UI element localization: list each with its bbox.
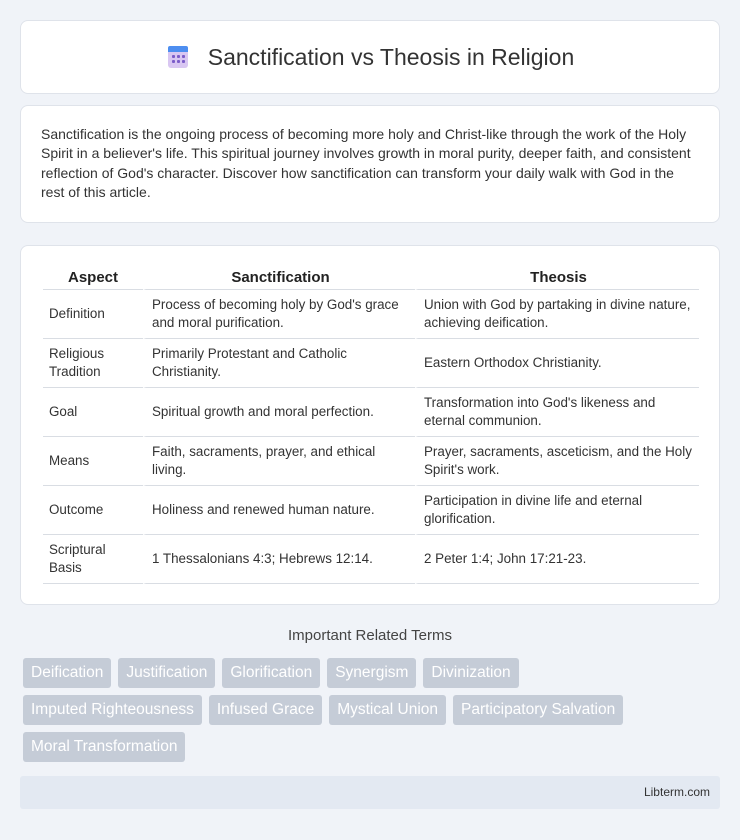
cell-sanctification: 1 Thessalonians 4:3; Hebrews 12:14.: [143, 535, 415, 584]
comparison-table: [43, 266, 699, 584]
tag-row: [23, 695, 723, 725]
cell-sanctification: Spiritual growth and moral perfection.: [143, 388, 415, 437]
cell-theosis: Eastern Orthodox Christianity.: [415, 339, 699, 388]
cell-sanctification: Faith, sacraments, prayer, and ethical living.: [143, 437, 415, 486]
footer-site-link[interactable]: Libterm.com: [643, 785, 710, 799]
cell-aspect: Outcome: [43, 486, 143, 535]
tag-imputed-righteousness[interactable]: Imputed Righteousness: [23, 695, 202, 725]
cell-sanctification: Holiness and renewed human nature.: [143, 486, 415, 535]
cell-aspect: Scriptural Basis: [43, 535, 143, 584]
tag-mystical-union[interactable]: Mystical Union: [329, 695, 446, 725]
table-header-row: [43, 266, 699, 290]
cell-sanctification: Primarily Protestant and Catholic Christianity.: [143, 339, 415, 388]
intro-text: Sanctification is the ongoing process of becoming more holy and Christ-like through the work of the Holy Spirit in a believer's life. This spiritual journey involves growth in moral purity, deeper faith, and consistent reflection of God's character. Discover how sanctification can transform your daily walk with God in the rest of this article.: [41, 126, 691, 200]
cell-sanctification: Process of becoming holy by God's grace and moral purification.: [143, 290, 415, 339]
header-aspect: Aspect: [43, 266, 143, 290]
cell-theosis: Participation in divine life and eternal glorification.: [415, 486, 699, 535]
cell-theosis: Transformation into God's likeness and eternal communion.: [415, 388, 699, 437]
tag-divinization[interactable]: Divinization: [423, 658, 518, 688]
table-row: [43, 290, 699, 339]
intro-card: [20, 105, 720, 223]
tag-participatory-salvation[interactable]: Participatory Salvation: [453, 695, 623, 725]
tag-row: [23, 732, 723, 762]
table-row: [43, 339, 699, 388]
cell-aspect: Means: [43, 437, 143, 486]
tag-justification[interactable]: Justification: [118, 658, 215, 688]
cell-theosis: Prayer, sacraments, asceticism, and the Holy Spirit's work.: [415, 437, 699, 486]
cell-theosis: 2 Peter 1:4; John 17:21-23.: [415, 535, 699, 584]
related-terms-list: [23, 658, 723, 769]
cell-aspect: Definition: [43, 290, 143, 339]
tag-row: [23, 658, 723, 688]
tag-glorification[interactable]: Glorification: [222, 658, 320, 688]
related-terms-title: Important Related Terms: [288, 627, 452, 644]
header-theosis: Theosis: [415, 266, 699, 290]
cell-aspect: Religious Tradition: [43, 339, 143, 388]
table-row: [43, 388, 699, 437]
page-title: Sanctification vs Theosis in Religion: [207, 43, 575, 70]
tag-moral-transformation[interactable]: Moral Transformation: [23, 732, 185, 762]
header-card: [20, 20, 720, 94]
tag-synergism[interactable]: Synergism: [327, 658, 416, 688]
footer: [20, 776, 720, 809]
table-row: [43, 535, 699, 584]
table-row: [43, 486, 699, 535]
calendar-icon: [166, 45, 190, 69]
comparison-card: [20, 245, 720, 605]
cell-aspect: Goal: [43, 388, 143, 437]
tag-infused-grace[interactable]: Infused Grace: [209, 695, 322, 725]
tag-deification[interactable]: Deification: [23, 658, 111, 688]
cell-theosis: Union with God by partaking in divine nature, achieving deification.: [415, 290, 699, 339]
header-sanctification: Sanctification: [143, 266, 415, 290]
table-row: [43, 437, 699, 486]
